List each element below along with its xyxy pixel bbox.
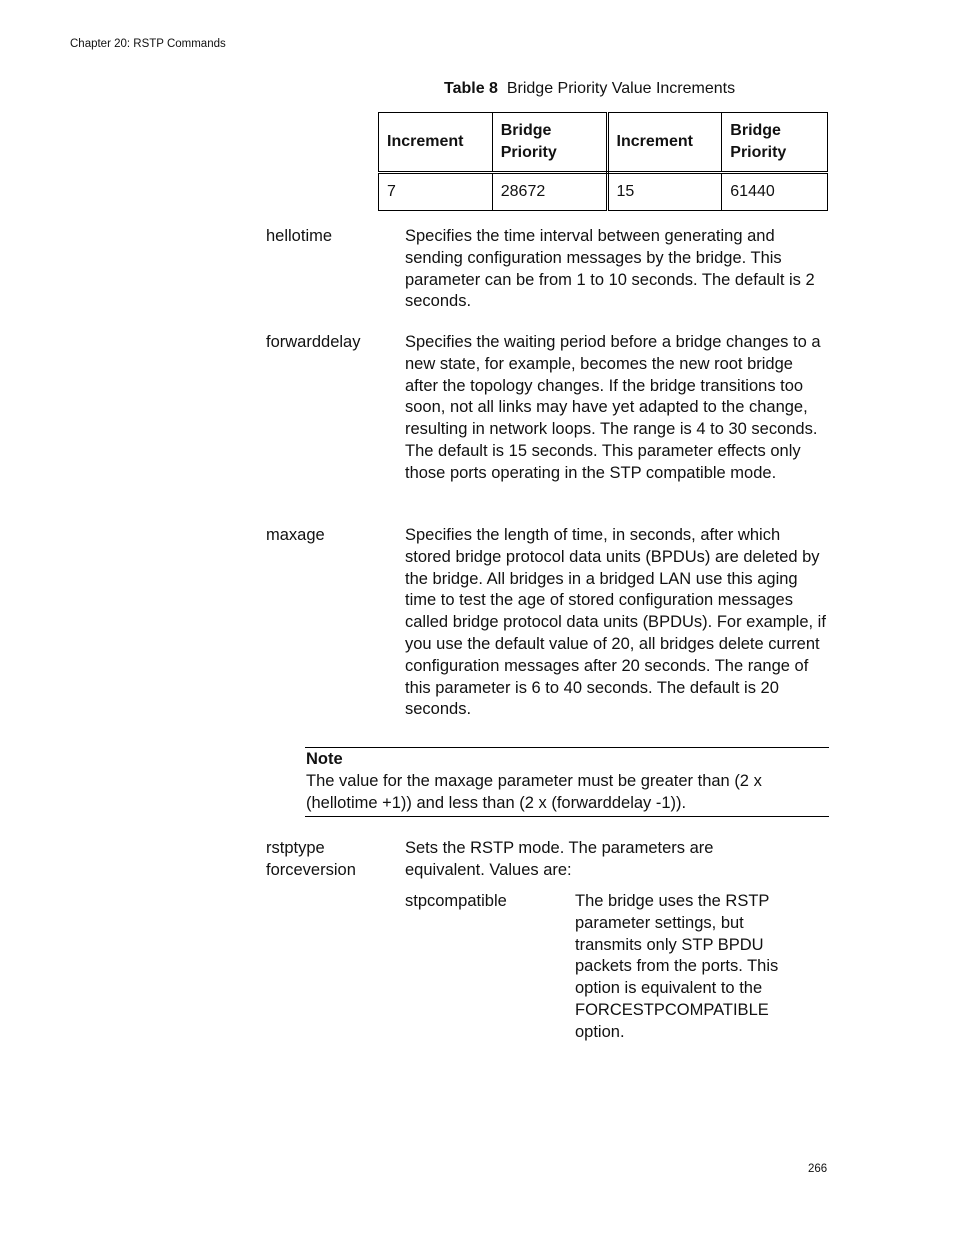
param-name-line: forceversion — [266, 860, 356, 879]
bridge-priority-table — [378, 112, 828, 211]
param-name-maxage: maxage — [266, 526, 325, 544]
param-desc-rstptype: Sets the RSTP mode. The parameters are equivalent. Values are: — [405, 839, 714, 879]
table-header-row — [379, 113, 828, 173]
value-name-stpcompatible: stpcompatible — [405, 892, 507, 910]
table-header-cell: Increment — [607, 113, 722, 173]
table-cell: 28672 — [492, 173, 607, 211]
table-cell: 7 — [379, 173, 493, 211]
value-desc-stpcompatible: The bridge uses the RSTP parameter settings, but transmits only STP BPDU packets from the ports. This option is equivalent to the FORCESTPCOMPATIBLE option. — [575, 892, 779, 1041]
table-header-cell: Increment — [379, 113, 493, 173]
table-cell: 15 — [607, 173, 722, 211]
param-name-forwarddelay: forwarddelay — [266, 333, 361, 351]
table-header-cell: Bridge Priority — [492, 113, 607, 173]
note-title: Note — [306, 750, 343, 768]
param-desc-forwarddelay: Specifies the waiting period before a bridge changes to a new state, for example, becomes the new root bridge after the topology changes. If the bridge transitions too soon, not all links may have yet adapted to the change, resulting in network loops. The range is 4 to 30 seconds. The default is 15 seconds. This parameter effects only those ports operating in the STP compatible mode. — [405, 333, 821, 482]
table-caption-label: Table 8 — [444, 80, 498, 97]
table-row — [379, 173, 828, 211]
param-name-hellotime: hellotime — [266, 227, 333, 245]
table-header-cell: Bridge Priority — [722, 113, 828, 173]
param-name-line: rstptype — [266, 839, 325, 857]
table-caption-title: Bridge Priority Value Increments — [506, 80, 736, 97]
running-header: Chapter 20: RSTP Commands — [70, 38, 226, 50]
note-box — [305, 747, 829, 817]
table-caption — [444, 80, 735, 98]
page-number: 266 — [808, 1163, 828, 1175]
param-desc-maxage: Specifies the length of time, in seconds, after which stored bridge protocol data units (BPDUs) are deleted by the bridge. All bridges in a bridged LAN use this aging time to test the age of stored configuration messages called bridge protocol data units (BPDUs). For example, if you use the default value of 20, all bridges delete current configuration messages after 20 seconds. The range of this parameter is 6 to 40 seconds. The default is 20 seconds. — [405, 526, 826, 719]
param-desc-hellotime: Specifies the time interval between generating and sending configuration messages by the bridge. This parameter can be from 1 to 10 seconds. The default is 2 seconds. — [405, 227, 815, 311]
param-name-rstptype — [266, 838, 356, 882]
note-text: The value for the maxage parameter must be greater than (2 x (hellotime +1)) and less than (2 x (forwarddelay -1)). — [306, 771, 762, 812]
table-cell: 61440 — [722, 173, 828, 211]
